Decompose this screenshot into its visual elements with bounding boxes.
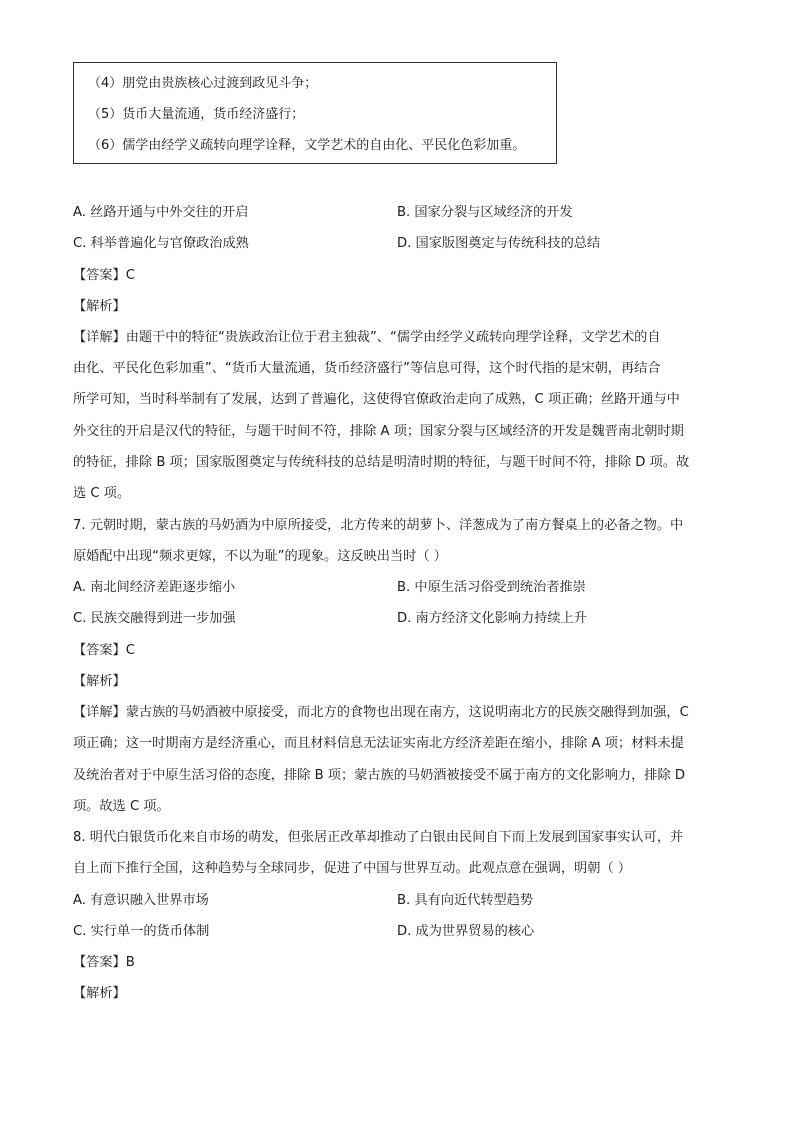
- option-d: D. 国家版图奠定与传统科技的总结: [397, 236, 601, 251]
- detail-line: 项正确；这一时期南方是经济重心，而且材料信息无法证实南北方经济差距在缩小，排除 A 项；材料未提: [73, 736, 684, 751]
- analysis-label: 【解析】: [73, 299, 126, 314]
- detail-line: 及统治者对于中原生活习俗的态度，排除 B 项；蒙古族的马奶酒被接受不属于南方的文化影响力，排除 D: [73, 768, 686, 783]
- question-stem: 7. 元朝时期，蒙古族的马奶酒为中原所接受，北方传来的胡萝卜、洋葱成为了南方餐桌上的必备之物。中: [73, 518, 684, 533]
- question-stem: 自上而下推行全国，这种趋势与全球同步，促进了中国与世界互动。此观点意在强调，明朝（ ）: [73, 861, 632, 876]
- detail-line: 选 C 项。: [73, 486, 131, 501]
- detail-line: 外交往的开启是汉代的特征，与题干时间不符，排除 A 项；国家分裂与区域经济的开发是魏晋南北朝时期: [73, 424, 684, 439]
- question-stem: 8. 明代白银货币化来自市场的萌发，但张居正改革却推动了白银由民间自下而上发展到国家事实认可，并: [73, 830, 684, 845]
- option-d: D. 南方经济文化影响力持续上升: [397, 611, 587, 626]
- option-c: C. 科举普遍化与官僚政治成熟: [73, 236, 249, 251]
- material-box: [73, 62, 557, 164]
- option-b: B. 具有向近代转型趋势: [397, 893, 534, 908]
- option-c: C. 实行单一的货币体制: [73, 924, 210, 939]
- analysis-label: 【解析】: [73, 986, 126, 1001]
- question-stem: 原婚配中出现“频求更嫁，不以为耻”的现象。这反映出当时（ ）: [73, 549, 447, 564]
- detail-line: 项。故选 C 项。: [73, 799, 170, 814]
- option-c: C. 民族交融得到进一步加强: [73, 611, 236, 626]
- detail-line: 的特征，排除 B 项；国家版图奠定与传统科技的总结是明清时期的特征，与题干时间不符，排除 D 项。故: [73, 455, 690, 470]
- material-line: （4）朋党由贵族核心过渡到政见斗争；: [88, 76, 318, 91]
- material-line: （5）货币大量流通，货币经济盛行；: [88, 107, 305, 122]
- material-line: （6）儒学由经学义疏转向理学诠释，文学艺术的自由化、平民化色彩加重。: [88, 138, 526, 153]
- analysis-label: 【解析】: [73, 674, 126, 689]
- option-d: D. 成为世界贸易的核心: [397, 924, 535, 939]
- detail-line: 由化、平民化色彩加重”、“货币大量流通，货币经济盛行”等信息可得，这个时代指的是宋朝，再结合: [73, 361, 661, 376]
- detail-line: 【详解】由题干中的特征“贵族政治让位于君主独裁”、“儒学由经学义疏转向理学诠释，文学艺术的自: [73, 330, 661, 345]
- detail-line: 【详解】蒙古族的马奶酒被中原接受，而北方的食物也出现在南方，这说明南北方的民族交融得到加强，C: [73, 705, 689, 720]
- option-a: A. 丝路开通与中外交往的开启: [73, 205, 249, 220]
- detail-line: 所学可知，当时科举制有了发展，达到了普遍化，这使得官僚政治走向了成熟，C 项正确；丝路开通与中: [73, 392, 680, 407]
- option-a: A. 南北间经济差距逐步缩小: [73, 580, 236, 595]
- answer-label: 【答案】C: [73, 643, 135, 658]
- option-b: B. 国家分裂与区域经济的开发: [397, 205, 573, 220]
- answer-label: 【答案】B: [73, 955, 135, 970]
- option-a: A. 有意识融入世界市场: [73, 893, 209, 908]
- option-b: B. 中原生活习俗受到统治者推崇: [397, 580, 586, 595]
- answer-label: 【答案】C: [73, 268, 135, 283]
